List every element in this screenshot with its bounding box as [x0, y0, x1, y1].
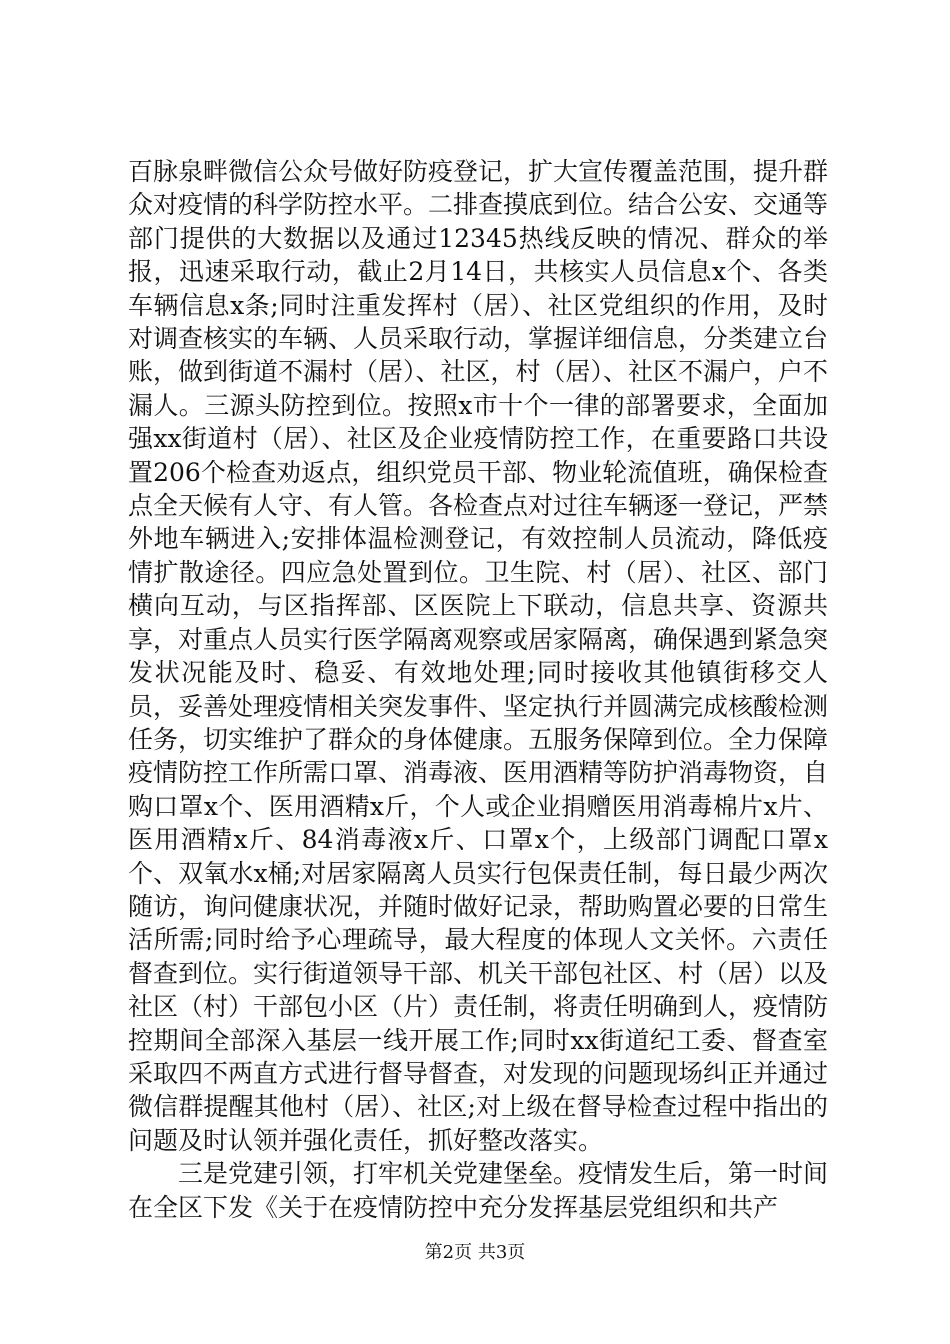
page-footer: 第2页 共3页 — [424, 1242, 526, 1263]
paragraph-continuation: 百脉泉畔微信公众号做好防疫登记，扩大宣传覆盖范围，提升群众对疫情的科学防控水平。二排查摸底到位。结合公安、交通等部门提供的大数据以及通过12345热线反映的情况、群众的举报，迅速采取行动，截止2月14日，共核实人员信息x个、各类车辆信息x条;同时注重发挥村（居）、社区党组织的作用，及时对调查核实的车辆、人员采取行动，掌握详细信息，分类建立台账，做到街道不漏村（居）、社区，村（居）、社区不漏户，户不漏人。三源头防控到位。按照x市十个一律的部署要求，全面加强xx街道村（居）、社区及企业疫情防控工作，在重要路口共设置206个检查劝返点，组织党员干部、物业轮流值班，确保检查点全天候有人守、有人管。各检查点对过往车辆逐一登记，严禁外地车辆进入;安排体温检测登记，有效控制人员流动，降低疫情扩散途径。四应急处置到位。卫生院、村（居）、社区、部门横向互动，与区指挥部、区医院上下联动，信息共享、资源共享，对重点人员实行医学隔离观察或居家隔离，确保遇到紧急突发状况能及时、稳妥、有效地处理;同时接收其他镇街移交人员，妥善处理疫情相关突发事件、坚定执行并圆满完成核酸检测任务，切实维护了群众的身体健康。五服务保障到位。全力保障疫情防控工作所需口罩、消毒液、医用酒精等防护消毒物资，自购口罩x个、医用酒精x斤，个人或企业捐赠医用消毒棉片x片、医用酒精x斤、84消毒液x斤、口罩x个，上级部门调配口罩x个、双氧水x桶;对居家隔离人员实行包保责任制，每日最少两次随访，询问健康状况，并随时做好记录，帮助购置必要的日常生活所需;同时给予心理疏导，最大程度的体现人文关怀。六责任督查到位。实行街道领导干部、机关干部包社区、村（居）以及社区（村）干部包小区（片）责任制，将责任明确到人，疫情防控期间全部深入基层一线开展工作;同时xx街道纪工委、督查室采取四不两直方式进行督导督查，对发现的问题现场纠正并通过微信群提醒其他村（居）、社区;对上级在督导检查过程中指出的问题及时认领并强化责任，抓好整改落实。 — [128, 157, 829, 1155]
document-body — [128, 155, 828, 1224]
paragraph-party-building: 三是党建引领，打牢机关党建堡垒。疫情发生后，第一时间在全区下发《关于在疫情防控中充分发挥基层党组织和共产 — [128, 1159, 829, 1222]
